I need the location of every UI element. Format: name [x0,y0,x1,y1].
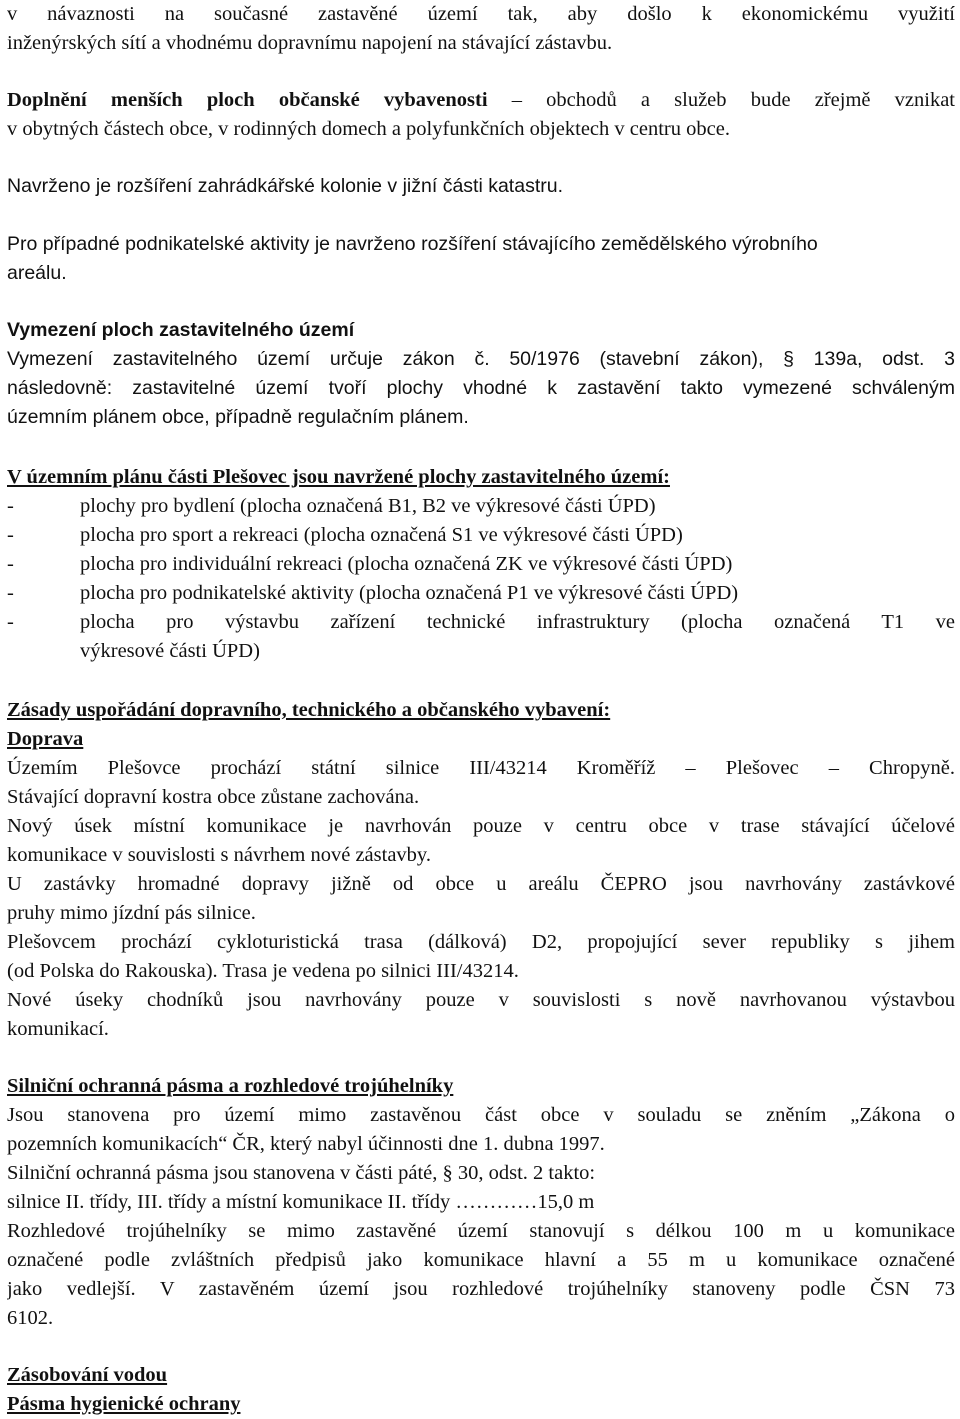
paragraph-text: v obytných částech obce, v rodinných domech a polyfunkčních objektech v centru obce. [7,118,730,140]
section-heading: Silniční ochranná pásma a rozhledové trojúhelníky [7,1075,454,1097]
paragraph-text: Navrženo je rozšíření zahrádkářské kolonie v jižní části katastru. [7,175,563,197]
section-heading: Vymezení ploch zastavitelného území [7,319,355,341]
bold-lead: Doplnění menších ploch občanské vybavenosti [7,89,488,111]
list-item: plocha pro výstavbu zařízení technické infrastruktury (plocha označená T1 ve [80,611,955,633]
list-bullet: - [7,582,14,604]
list-bullet: - [7,553,14,575]
section-heading: Pásma hygienické ochrany [7,1393,241,1415]
paragraph-text: pozemních komunikacích“ ČR, který nabyl účinnosti dne 1. dubna 1997. [7,1133,605,1155]
paragraph-text: následovně: zastavitelné území tvoří plochy vhodné k zastavění takto vymezené schváleným [7,377,955,399]
paragraph-text: Plešovcem prochází cykloturistická trasa (dálková) D2, propojující sever republiky s jihem [7,931,955,953]
paragraph-text: areálu. [7,262,67,284]
paragraph-text: Silniční ochranná pásma jsou stanovena v části páté, § 30, odst. 2 takto: [7,1162,596,1184]
paragraph-text: Nové úseky chodníků jsou navrhovány pouze v souvislosti s nově navrhovanou výstavbou [7,989,955,1011]
section-heading: V územním plánu části Plešovec jsou navržené plochy zastavitelného území: [7,466,670,488]
paragraph-text: U zastávky hromadné dopravy jižně od obce u areálu ČEPRO jsou navrhovány zastávkové [7,873,955,895]
paragraph-text: Doplnění menších ploch občanské vybavenosti – obchodů a služeb bude zřejmě vznikat [7,89,955,111]
list-bullet: - [7,524,14,546]
paragraph-text: Rozhledové trojúhelníky se mimo zastavěné území stanovují s délkou 100 m u komunikace [7,1220,955,1242]
list-item: plochy pro bydlení (plocha označená B1, B2 ve výkresové části ÚPD) [80,495,656,517]
paragraph-text: komunikací. [7,1018,109,1040]
paragraph-text: jako vedlejší. V zastavěném území jsou rozhledové trojúhelníky stanoveny podle ČSN 73 [7,1278,955,1300]
paragraph-text: územním plánem obce, případně regulačním plánem. [7,406,469,428]
paragraph-text: inženýrských sítí a vhodnému dopravnímu napojení na stávající zástavbu. [7,32,613,54]
list-bullet: - [7,495,14,517]
paragraph-text: Stávající dopravní kostra obce zůstane zachována. [7,786,420,808]
paragraph-text: komunikace v souvislosti s návrhem nové zástavby. [7,844,431,866]
list-item-continuation: výkresové části ÚPD) [80,640,260,662]
paragraph-text: (od Polska do Rakouska). Trasa je vedena po silnici III/43214. [7,960,519,982]
subsection-heading: Doprava [7,728,84,750]
list-item: plocha pro podnikatelské aktivity (plocha označená P1 ve výkresové části ÚPD) [80,582,739,604]
paragraph-text: 6102. [7,1307,54,1329]
paragraph-text: Nový úsek místní komunikace je navrhován pouze v centru obce v trase stávající účelové [7,815,955,837]
paragraph-text: Pro případné podnikatelské aktivity je navrženo rozšíření stávajícího zemědělského výrobního [7,233,818,255]
list-item: plocha pro sport a rekreaci (plocha označená S1 ve výkresové části ÚPD) [80,524,683,546]
paragraph-text: pruhy mimo jízdní pás silnice. [7,902,256,924]
list-item: plocha pro individuální rekreaci (plocha označená ZK ve výkresové části ÚPD) [80,553,733,575]
paragraph-text: Územím Plešovce prochází státní silnice III/43214 Kroměříž – Plešovec – Chropyně. [7,757,955,779]
paragraph-text: Jsou stanovena pro území mimo zastavěnou část obce v souladu se zněním „Zákona o [7,1104,955,1126]
paragraph-text: Vymezení zastavitelného území určuje zákon č. 50/1976 (stavební zákon), § 139a, odst. 3 [7,348,955,370]
list-bullet: - [7,611,14,633]
section-heading: Zásobování vodou [7,1364,168,1386]
section-heading: Zásady uspořádání dopravního, technického a občanského vybavení: [7,699,611,721]
paragraph-text: silnice II. třídy, III. třídy a místní komunikace II. třídy …………15,0 m [7,1191,595,1213]
paragraph-text: označené podle zvláštních předpisů jako komunikace hlavní a 55 m u komunikace označené [7,1249,955,1271]
paragraph-text: v návaznosti na současné zastavěné území tak, aby došlo k ekonomickému využití [7,3,955,25]
